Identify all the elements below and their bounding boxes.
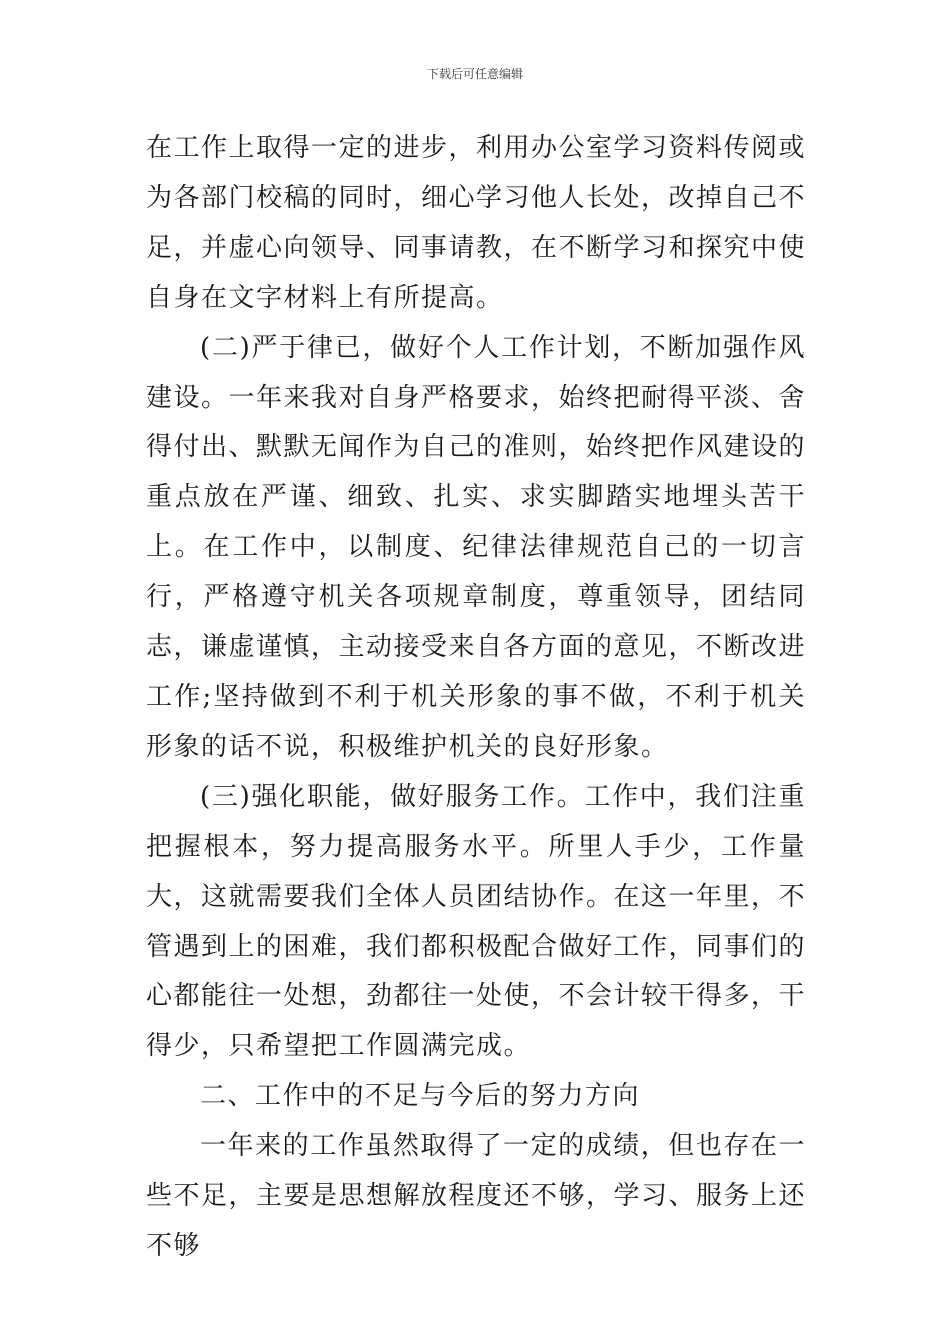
paragraph-section-three: (三)强化职能，做好服务工作。工作中，我们注重把握根本，努力提高服务水平。所里人手少，工作量大，这就需要我们全体人员团结协作。在这一年里，不管遇到上的困难，我们都积极配合做好工作，同事们的心都能往一处想，劲都往一处使，不会计较干得多，干得少，只希望把工作圆满完成。 [146,781,807,1062]
paragraph-section-two: (二)严于律已，做好个人工作计划，不断加强作风建设。一年来我对自身严格要求，始终把耐得平淡、舍得付出、默默无闻作为自己的准则，始终把作风建设的重点放在严谨、细致、扎实、求实脚踏实地埋头苦干上。在工作中，以制度、纪律法律规范自己的一切言行，严格遵守机关各项规章制度，尊重领导，团结同志，谦虚谨慎，主动接受来自各方面的意见，不断改进工作;坚持做到不利于机关形象的事不做，不利于机关形象的话不说，积极维护机关的良好形象。 [146,332,807,762]
paragraph-continuation: 在工作上取得一定的进步，利用办公室学习资料传阅或为各部门校稿的同时，细心学习他人长处，改掉自己不足，并虚心向领导、同事请教，在不断学习和探究中使自身在文字材料上有所提高。 [146,133,807,313]
paragraph-shortcomings: 一年来的工作虽然取得了一定的成绩，但也存在一些不足，主要是思想解放程度还不够，学习、服务上还不够 [146,1131,807,1261]
section-heading: 二、工作中的不足与今后的努力方向 [200,1081,641,1112]
page-header: 下载后可任意编辑 [426,67,523,81]
document-body [146,124,806,1272]
